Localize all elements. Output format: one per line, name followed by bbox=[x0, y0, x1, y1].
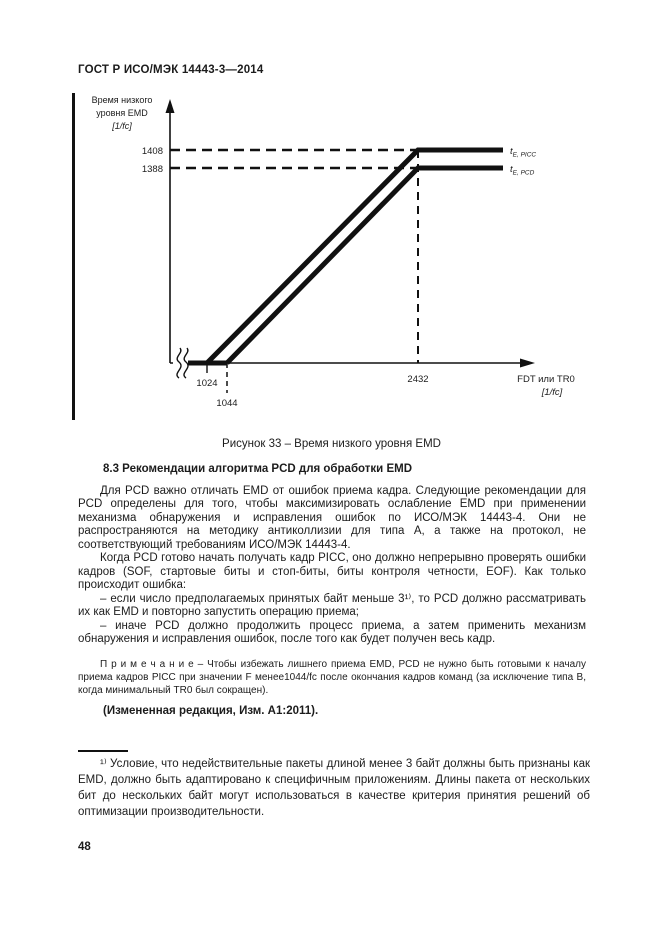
y-axis-arrowhead-icon bbox=[166, 99, 175, 113]
x-axis-arrowhead-icon bbox=[520, 359, 535, 368]
x-axis-label-line1: FDT или TR0 bbox=[517, 374, 575, 385]
amendment-note: (Измененная редакция, Изм. А1:2011). bbox=[103, 704, 319, 717]
footnote-separator bbox=[78, 750, 128, 752]
list-item: – иначе PCD должно продолжить процесс приема, а затем применить механизм обнаружения и исправления ошибок, после того как будет получен весь кадр. bbox=[78, 619, 586, 645]
note-paragraph: П р и м е ч а н и е – Чтобы избежать лишнего приема EMD, PCD не нужно быть готовыми к началу приема кадров PICC при значении F менее1044/fc после окончания кадров команд (за исключение типа В, когда минимальный TR0 был сокращен). bbox=[78, 658, 586, 696]
y-tick-1388: 1388 bbox=[141, 164, 163, 175]
te-picc-label: $t_{E, PICC}$ bbox=[510, 146, 537, 159]
page-number: 48 bbox=[78, 841, 91, 853]
footnote-block bbox=[78, 750, 590, 820]
y-tick-1408: 1408 bbox=[141, 146, 163, 157]
x-tick-1044: 1044 bbox=[216, 398, 238, 409]
x-axis-label-units: [1/fc] bbox=[541, 387, 563, 398]
section-body bbox=[78, 463, 586, 718]
section-heading: 8.3 Рекомендации алгоритма PCD для обработки EMD bbox=[103, 463, 413, 475]
footnote-text: ¹⁾ Условие, что недействительные пакеты длиной менее 3 байт должны быть признаны как EMD, должно быть адаптировано к специфичным приложениям. Длины пакета от нескольких бит до нескольких байт могут использоваться в качестве критерия принятия решений об оптимизации производительности. bbox=[78, 758, 590, 818]
x-tick-2432: 2432 bbox=[407, 374, 429, 385]
figure-caption: Рисунок 33 – Время низкого уровня EMD bbox=[222, 438, 441, 450]
te-picc-line bbox=[207, 150, 503, 363]
paragraph: Для PCD важно отличать EMD от ошибок приема кадра. Следующие рекомендации для PCD определены для того, чтобы максимизировать ослабление EMD при применении механизма обнаружения и исправления ошибок по ИСО/МЭК 14443-4. Они не распространяются на методику антиколлизии для типа А, а также на протокол, не соответствующий требованиям ИСО/МЭК 14443-4. bbox=[78, 484, 586, 551]
standard-header: ГОСТ Р ИСО/МЭК 14443-3—2014 bbox=[78, 64, 264, 76]
paragraph: Когда PCD готово начать получать кадр PICC, оно должно непрерывно проверять ошибки кадров (SOF, стартовые биты и стоп-биты, биты контроля четности, EOF). Как только происходит ошибка: bbox=[78, 552, 586, 591]
x-tick-1024: 1024 bbox=[196, 378, 218, 389]
te-pcd-label: $t_{E, PCD}$ bbox=[510, 164, 535, 177]
figure-33-chart bbox=[75, 92, 595, 424]
list-item: – если число предполагаемых принятых байт меньше 3¹⁾, то PCD должно рассматривать их как EMD и повторно запустить операцию приема; bbox=[78, 592, 586, 618]
y-axis-label-line2: уровня EMD bbox=[96, 108, 148, 118]
te-pcd-line bbox=[227, 168, 503, 363]
y-axis-label-units: [1/fc] bbox=[112, 121, 132, 131]
y-axis-label-line1: Время низкого bbox=[91, 95, 153, 105]
